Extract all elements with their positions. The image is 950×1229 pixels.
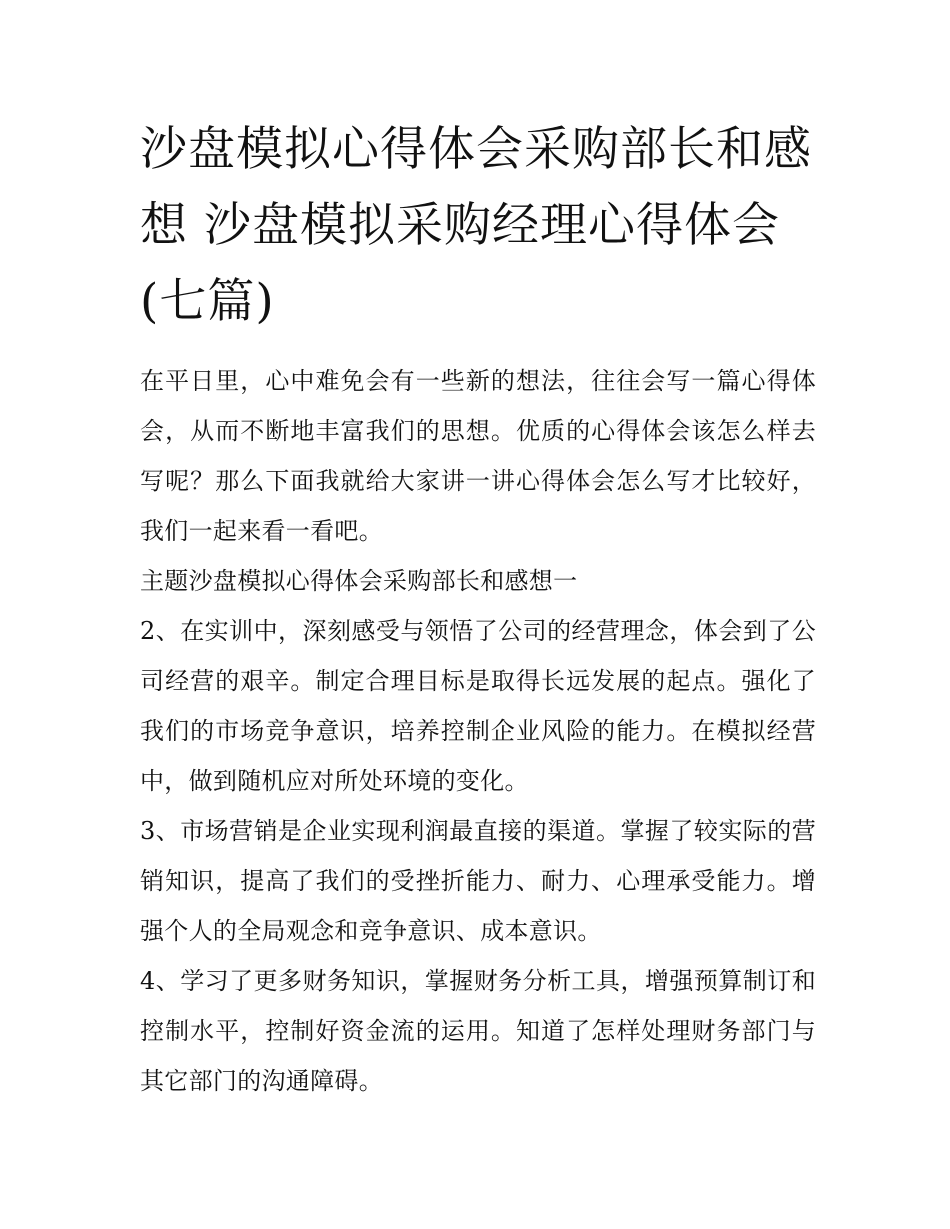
paragraph-section-heading: 主题沙盘模拟心得体会采购部长和感想一 [140, 567, 578, 595]
paragraph-intro: 在平日里，心中难免会有一些新的想法，往往会写一篇心得体会，从而不断地丰富我们的思想。优质的心得体会该怎么样去写呢？那么下面我就给大家讲一讲心得体会怎么写才比较好，我们一起来看一看吧。 [140, 367, 816, 545]
paragraph-item-4: 4、学习了更多财务知识，掌握财务分析工具，增强预算制订和控制水平，控制好资金流的运用。知道了怎样处理财务部门与其它部门的沟通障碍。 [140, 967, 816, 1095]
paragraph-item-2: 2、在实训中，深刻感受与领悟了公司的经营理念，体会到了公司经营的艰辛。制定合理目标是取得长远发展的起点。强化了我们的市场竞争意识，培养控制企业风险的能力。在模拟经营中，做到随机应对所处环境的变化。 [140, 617, 816, 795]
document-body [140, 356, 816, 1106]
document-title: 沙盘模拟心得体会采购部长和感想 沙盘模拟采购经理心得体会(七篇) [140, 122, 812, 329]
document-page [140, 112, 816, 1106]
paragraph-item-3: 3、市场营销是企业实现利润最直接的渠道。掌握了较实际的营销知识，提高了我们的受挫折能力、耐力、心理承受能力。增强个人的全局观念和竞争意识、成本意识。 [140, 817, 816, 945]
